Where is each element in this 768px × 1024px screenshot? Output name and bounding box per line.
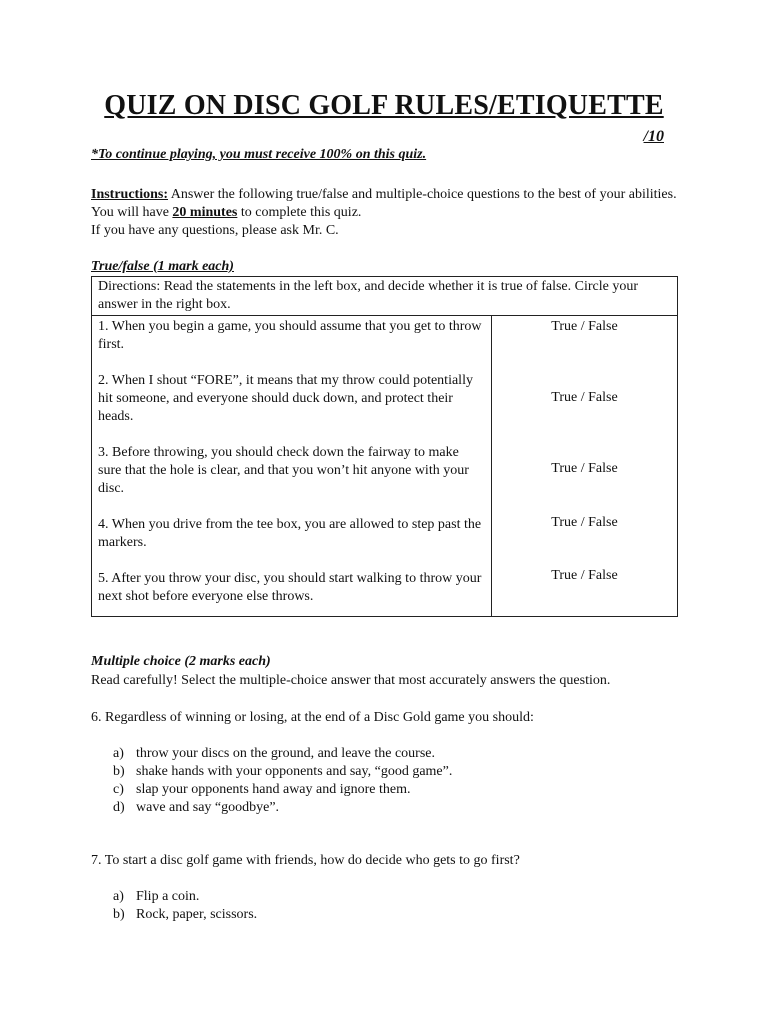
instructions-text-2: to complete this quiz. [237, 205, 362, 220]
statement-2: 2. When I shout “FORE”, it means that my throw could potentially hit someone, and everyone should duck down, and protect their heads. [98, 373, 473, 424]
time-limit: 20 minutes [172, 205, 238, 220]
score-total: /10 [643, 128, 664, 145]
statement-3: 3. Before throwing, you should check down the fairway to make sure that the hole is clear, and that you won’t hit anyone with your disc. [98, 445, 469, 496]
instructions [91, 186, 681, 240]
question-7-options [113, 888, 257, 924]
statement-5: 5. After you throw your disc, you should start walking to throw your next shot before everyone else throws. [98, 571, 482, 604]
option-text: Flip a coin. [136, 889, 200, 904]
answers-cell [492, 316, 678, 617]
true-false-heading: True/false (1 mark each) [91, 259, 234, 274]
option-7a[interactable] [113, 888, 257, 906]
option-6a[interactable] [113, 745, 452, 763]
question-6-options [113, 745, 452, 817]
multiple-choice-intro: Read carefully! Select the multiple-choice answer that most accurately answers the question. [91, 673, 611, 688]
option-letter: a) [113, 746, 124, 761]
option-6b[interactable] [113, 763, 452, 781]
statements-cell [92, 316, 492, 617]
statement-4: 4. When you drive from the tee box, you are allowed to step past the markers. [98, 517, 482, 550]
option-text: wave and say “goodbye”. [136, 800, 280, 815]
pass-notice: *To continue playing, you must receive 100% on this quiz. [91, 147, 427, 162]
statement-1: 1. When you begin a game, you should assume that you get to throw first. [98, 319, 482, 352]
answer-4[interactable]: True / False [551, 515, 618, 530]
option-letter: b) [113, 764, 125, 779]
answer-3[interactable]: True / False [551, 461, 618, 476]
option-text: Rock, paper, scissors. [136, 907, 258, 922]
option-letter: c) [113, 782, 124, 797]
multiple-choice-heading: Multiple choice (2 marks each) [91, 654, 271, 669]
option-6d[interactable] [113, 799, 452, 817]
question-6: 6. Regardless of winning or losing, at the end of a Disc Gold game you should: [91, 710, 534, 725]
option-letter: b) [113, 907, 125, 922]
option-letter: a) [113, 889, 124, 904]
option-text: slap your opponents hand away and ignore them. [136, 782, 411, 797]
answer-5[interactable]: True / False [551, 568, 618, 583]
instructions-label: Instructions: [91, 187, 169, 202]
directions-cell: Directions: Read the statements in the left box, and decide whether it is true of false. Circle your answer in the right box. [92, 277, 678, 316]
option-6c[interactable] [113, 781, 452, 799]
instructions-text-1: Answer the following true/false and multiple-choice questions to the best of your abilities. You will have [91, 187, 677, 220]
option-letter: d) [113, 800, 125, 815]
page-title: QUIZ ON DISC GOLF RULES/ETIQUETTE [104, 90, 664, 121]
option-text: throw your discs on the ground, and leave the course. [136, 746, 435, 761]
true-false-table [91, 276, 678, 617]
question-7: 7. To start a disc golf game with friends, how do decide who gets to go first? [91, 853, 520, 868]
answer-2[interactable]: True / False [551, 390, 618, 405]
instructions-line-2: If you have any questions, please ask Mr. C. [91, 223, 339, 238]
option-7b[interactable] [113, 906, 257, 924]
option-text: shake hands with your opponents and say, “good game”. [136, 764, 453, 779]
answer-1[interactable]: True / False [551, 319, 618, 334]
